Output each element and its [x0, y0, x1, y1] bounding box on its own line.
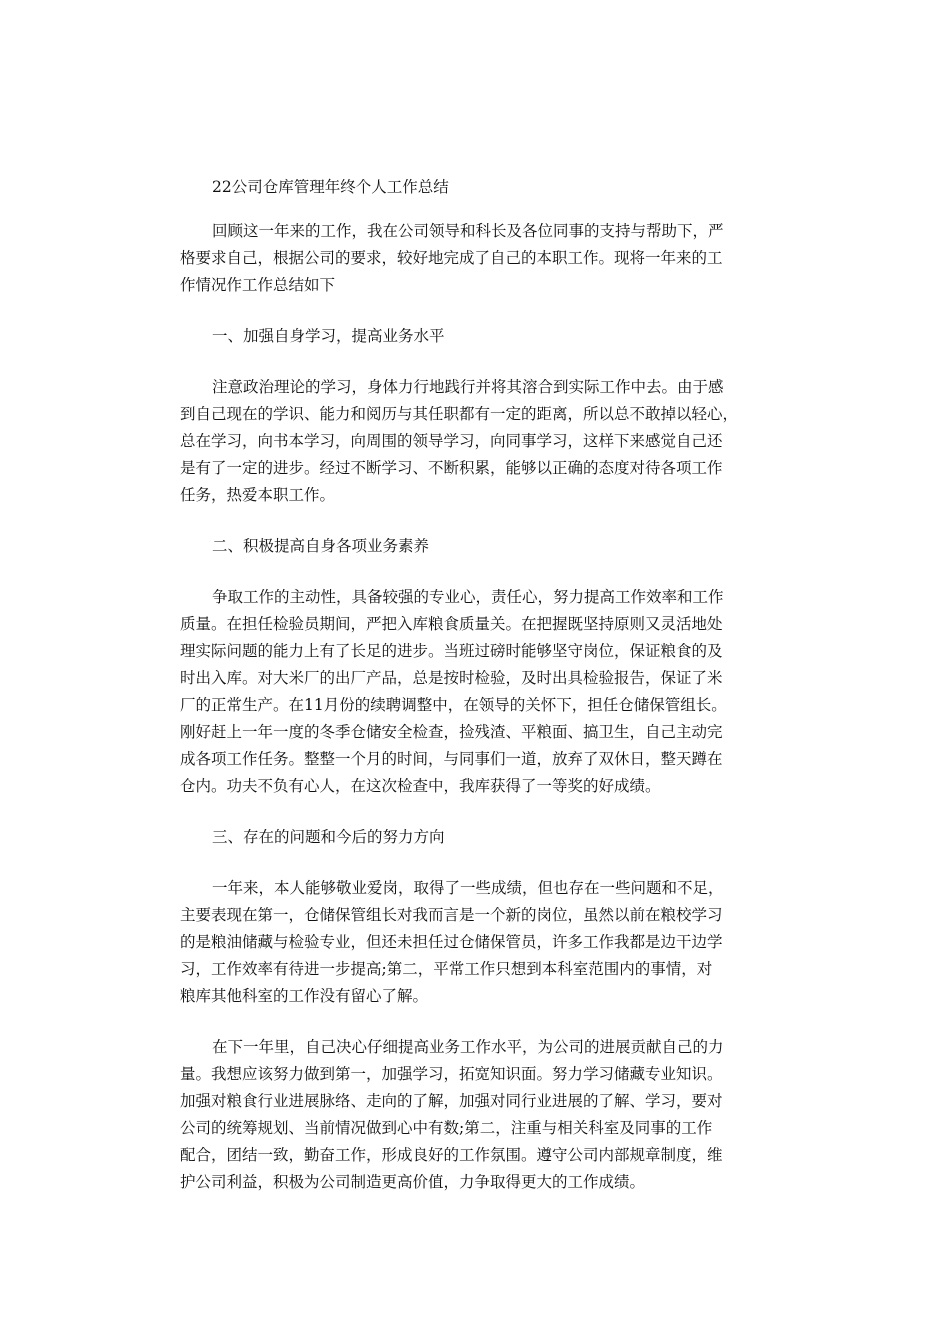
paragraph-line: 总在学习，向书本学习，向周围的领导学习，向同事学习，这样下来感觉自己还 [180, 432, 723, 450]
paragraph-line: 任务，热爱本职工作。 [180, 486, 336, 504]
section-2-paragraph [180, 584, 780, 800]
paragraph-line: 质量。在担任检验员期间，严把入库粮食质量关。在把握既坚持原则又灵活地处 [180, 615, 723, 633]
section-3-paragraph [180, 875, 780, 1010]
section-heading-1: 一、加强自身学习，提高业务水平 [212, 327, 445, 345]
paragraph-line: 成各项工作任务。整整一个月的时间，与同事们一道，放弃了双休日，整天蹲在 [180, 750, 723, 768]
paragraph-line: 的是粮油储藏与检验专业，但还未担任过仓储保管员，许多工作我都是边干边学 [180, 933, 723, 951]
paragraph-line: 粮库其他科室的工作没有留心了解。 [180, 987, 429, 1005]
intro-line: 格要求自己，根据公司的要求，较好地完成了自己的本职工作。现将一年来的工 [180, 249, 723, 267]
document-page [180, 174, 780, 1196]
document-title: 22公司仓库管理年终个人工作总结 [212, 178, 449, 196]
closing-paragraph [180, 1034, 780, 1196]
paragraph-line: 配合，团结一致，勤奋工作，形成良好的工作氛围。遵守公司内部规章制度，维 [180, 1146, 723, 1164]
intro-line: 作情况作工作总结如下 [180, 276, 336, 294]
paragraph-line: 争取工作的主动性，具备较强的专业心，责任心，努力提高工作效率和工作 [212, 588, 724, 606]
paragraph-line: 到自己现在的学识、能力和阅历与其任职都有一定的距离，所以总不敢掉以轻心， [180, 405, 739, 423]
paragraph-line: 一年来，本人能够敬业爱岗，取得了一些成绩，但也存在一些问题和不足， [212, 879, 724, 897]
paragraph-line: 刚好赶上一年一度的冬季仓储安全检查，捡残渣、平粮面、搞卫生，自己主动完 [180, 723, 723, 741]
paragraph-line: 护公司利益，积极为公司制造更高价值，力争取得更大的工作成绩。 [180, 1173, 646, 1191]
paragraph-line: 加强对粮食行业进展脉络、走向的了解，加强对同行业进展的了解、学习，要对 [180, 1092, 723, 1110]
paragraph-line: 是有了一定的进步。经过不断学习、不断积累，能够以正确的态度对待各项工作 [180, 459, 723, 477]
paragraph-line: 主要表现在第一，仓储保管组长对我而言是一个新的岗位，虽然以前在粮校学习 [180, 906, 723, 924]
paragraph-line: 仓内。功夫不负有心人，在这次检查中，我库获得了一等奖的好成绩。 [180, 777, 661, 795]
paragraph-line: 习，工作效率有待进一步提高;第二，平常工作只想到本科室范围内的事情，对 [180, 960, 713, 978]
intro-paragraph [180, 218, 780, 299]
paragraph-line: 量。我想应该努力做到第一，加强学习，拓宽知识面。努力学习储藏专业知识。 [180, 1065, 723, 1083]
paragraph-line: 厂的正常生产。在11月份的续聘调整中，在领导的关怀下，担任仓储保管组长。 [180, 696, 727, 714]
section-1-paragraph [180, 374, 780, 509]
paragraph-line: 注意政治理论的学习，身体力行地践行并将其溶合到实际工作中去。由于感 [212, 378, 724, 396]
paragraph-line: 公司的统筹规划、当前情况做到心中有数;第二，注重与相关科室及同事的工作 [180, 1119, 713, 1137]
paragraph-line: 时出入库。对大米厂的出厂产品，总是按时检验，及时出具检验报告，保证了米 [180, 669, 723, 687]
intro-line: 回顾这一年来的工作，我在公司领导和科长及各位同事的支持与帮助下，严 [212, 222, 724, 240]
section-heading-2: 二、积极提高自身各项业务素养 [212, 537, 430, 555]
section-heading-3: 三、存在的问题和今后的努力方向 [212, 828, 445, 846]
paragraph-line: 在下一年里，自己决心仔细提高业务工作水平，为公司的进展贡献自己的力 [212, 1038, 724, 1056]
paragraph-line: 理实际问题的能力上有了长足的进步。当班过磅时能够坚守岗位，保证粮食的及 [180, 642, 723, 660]
